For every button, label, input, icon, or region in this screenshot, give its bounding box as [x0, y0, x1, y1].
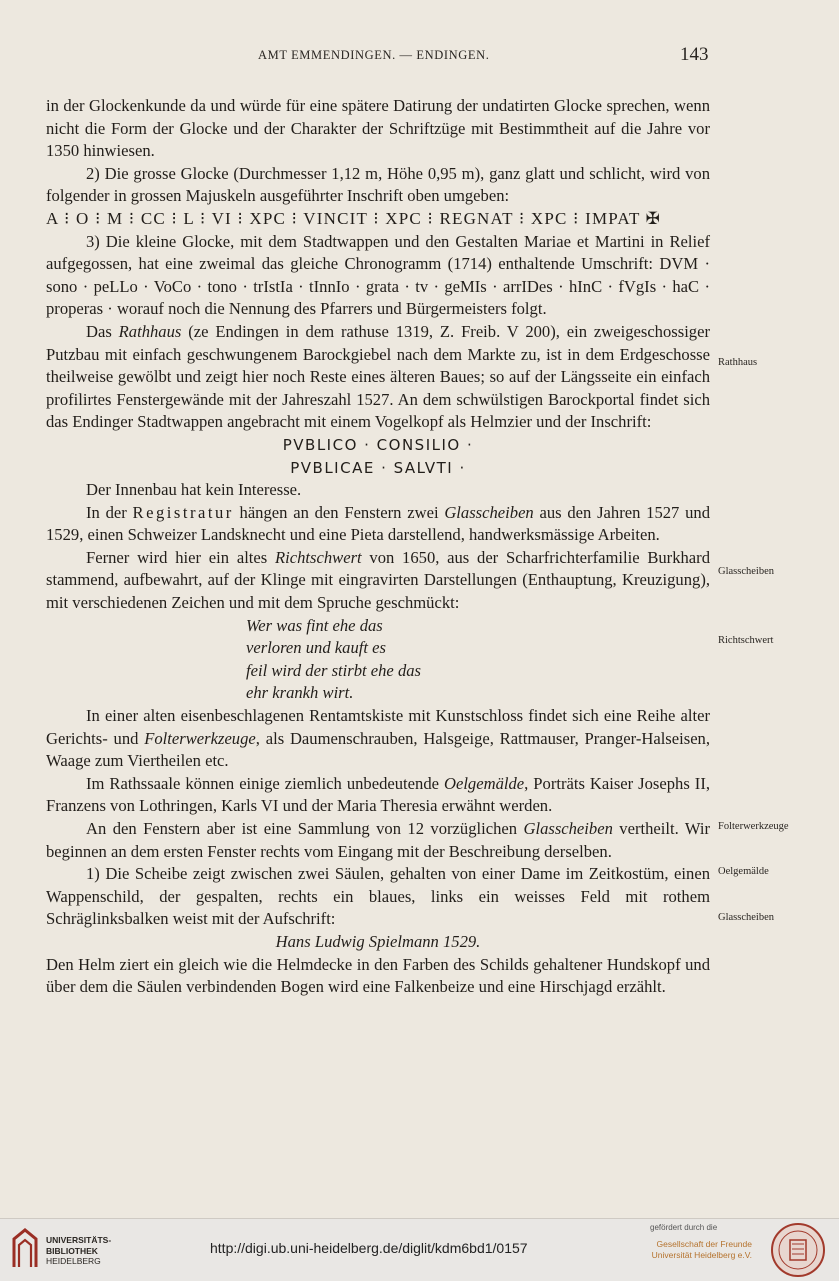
richtschwert-text: von 1650, aus der Scharfrichterfamilie Burkhard stammend, aufbewahrt, auf der Klinge mit eingravirten Darstellungen (Enthauptung, Kreuzigung), mit verschiedenen Zeichen und mit dem Spruche geschmückt:	[46, 547, 710, 613]
page-number: 143	[680, 44, 709, 65]
poem-line-2: verloren und kauft es	[246, 638, 386, 658]
paragraph-3: 3) Die kleine Glocke, mit dem Stadtwappen und den Gestalten Mariae et Martini in Relief aufgegossen, hat eine zweimal das gleiche Chronogramm (1714) enthaltende Umschrift: DVM · sono · peLLo · VoCo · tono · trIstIa · tInnIo · grata · tv · geMIs · arrIDes · hInC · fVgIs · haC · properas · worauf noch die Nennung des Pfarrers und Bürgermeisters folgt.	[46, 231, 710, 319]
rathhaus-lead: Das	[86, 321, 119, 341]
paragraph-glasscheiben	[46, 818, 710, 863]
poem-line-1: Wer was fint ehe das	[246, 615, 383, 635]
margin-note-glasscheiben-2: Glasscheiben	[718, 912, 774, 923]
paragraph-registratur	[46, 502, 710, 547]
paragraph-2: 2) Die grosse Glocke (Durchmesser 1,12 m, Höhe 0,95 m), ganz glatt und schlicht, wird von folgender in grossen Majuskeln ausgeführter Inschrift oben umgeben:	[46, 163, 710, 206]
portal-inscription-line-1: PVBLICO · CONSILIO ·	[282, 435, 474, 454]
oel-lead: Im Rathssaale können einige ziemlich unbedeutende	[86, 773, 444, 793]
permalink-url[interactable]: http://digi.ub.uni-heidelberg.de/diglit/kdm6bd1/0157	[210, 1240, 528, 1256]
glas-text: vertheilt. Wir beginnen an dem ersten Fenster rechts vom Eingang mit der Beschreibung derselben.	[46, 819, 710, 861]
footer-bar	[0, 1218, 839, 1281]
registratur-text-1: hängen an den Fenstern zwei	[233, 502, 445, 522]
library-line-2: BIBLIOTHEK	[46, 1245, 98, 1256]
library-line-1: UNIVERSITÄTS-	[46, 1235, 112, 1245]
paragraph-richtschwert	[46, 547, 710, 615]
richtschwert-term: Richtschwert	[275, 547, 362, 567]
university-seal-icon	[770, 1222, 826, 1278]
paragraph-rathhaus	[46, 321, 710, 434]
paragraph-folterwerkzeuge	[46, 705, 710, 773]
paragraph-innenbau: Der Innenbau hat kein Interesse.	[86, 480, 302, 500]
main-text-column	[46, 95, 710, 999]
richtschwert-lead: Ferner wird hier ein altes	[86, 547, 275, 567]
paragraph-1: in der Glockenkunde da und würde für eine spätere Datirung der undatirten Glocke sprechen, wenn nicht die Form der Glocke und der Charakter der Schriftzüge mit Bestimmtheit auf die Jahre vor 1350 hinwiesen.	[46, 96, 710, 161]
margin-note-folterwerkzeuge: Folterwerkzeuge	[718, 821, 789, 832]
rathhaus-term: Rathhaus	[118, 321, 182, 341]
oel-text: , Porträts Kaiser Josephs II, Franzens von Lothringen, Karls VI und der Maria Theresia erwähnt werden.	[46, 773, 710, 816]
paragraph-helm: Den Helm ziert ein gleich wie die Helmdecke in den Farben des Schilds gehaltener Hundskopf und über dem die Säulen verbindenden Bogen wird eine Falkenbeize und eine Hirschjagd erzählt.	[46, 954, 710, 997]
registratur-lead: In der	[86, 502, 133, 522]
poem-line-3: feil wird der stirbt ehe das	[246, 660, 421, 680]
running-title: AMT EMMENDINGEN. — ENDINGEN.	[258, 48, 490, 62]
margin-note-richtschwert: Richtschwert	[718, 635, 774, 646]
margin-note-rathhaus: Rathhaus	[718, 357, 758, 368]
library-line-3: HEIDELBERG	[46, 1256, 101, 1266]
registratur-text-2: aus den Jahren 1527 und 1529, einen Schweizer Landsknecht und eine Pieta darstellend, handwerksmässige Arbeiten.	[46, 502, 710, 545]
funded-by-label: gefördert durch die	[650, 1223, 718, 1232]
scheibe-inscription: Hans Ludwig Spielmann 1529.	[275, 931, 481, 951]
society-name[interactable]	[640, 1239, 752, 1261]
society-line-1: Gesellschaft der Freunde	[656, 1239, 752, 1249]
paragraph-oelgemaelde	[46, 773, 710, 818]
registratur-term: Registratur	[132, 502, 234, 522]
folterwerkzeuge-term: Folterwerkzeuge	[144, 728, 256, 748]
oelgemaelde-term: Oelgemälde	[443, 773, 525, 793]
rathhaus-text: (ze Endingen in dem rathuse 1319, Z. Freib. V 200), ein zweigeschossiger Putzbau mit einfach geschwungenem Barockgiebel nach dem Markte zu, ist in dem Erdgeschosse theilweise gewölbt und zeigt hier noch Reste eines älteren Baues; so auf der Längsseite ein einfach profilirtes Fenstergewände mit der Jahreszahl 1527. An dem schwülstigen Barockportal findet sich das Endinger Stadtwappen angebracht mit einem Vogelkopf als Helmzier und der Inschrift:	[46, 321, 710, 432]
folter-lead: In einer alten eisenbeschlagenen Rentamtskiste mit Kunstschloss findet sich eine Reihe alter Gerichts- und	[46, 706, 710, 748]
margin-note-oelgemaelde: Oelgemälde	[718, 866, 769, 877]
bell-inscription: A ⁝ O ⁝ M ⁝ CC ⁝ L ⁝ VI ⁝ XPC ⁝ VINCIT ⁝ XPC ⁝ REGNAT ⁝ XPC ⁝ IMPAT ✠	[46, 208, 662, 228]
glasscheiben-term-1: Glasscheiben	[444, 502, 534, 522]
poem-line-4: ehr krankh wirt.	[246, 683, 354, 703]
glas-lead: An den Fenstern aber ist eine Sammlung von 12 vorzüglichen	[86, 819, 524, 838]
portal-inscription-line-2: PVBLICAE · SALVTI ·	[290, 458, 466, 477]
university-library-logo-icon[interactable]	[10, 1227, 40, 1271]
folter-text: , als Daumenschrauben, Halsgeige, Rattmauser, Pranger-Halseisen, Waage zum Viertheilen etc.	[46, 728, 711, 771]
margin-note-glasscheiben-1: Glasscheiben	[718, 566, 774, 577]
paragraph-scheibe-1: 1) Die Scheibe zeigt zwischen zwei Säulen, gehalten von einer Dame im Zeitkostüm, einen Wappenschild, der gespalten, rechts ein blaues, links ein weisses Feld mit rothem Schräglinksbalken weist mit der Aufschrift:	[46, 864, 710, 929]
society-line-2: Universität Heidelberg e.V.	[651, 1250, 752, 1260]
university-library-name[interactable]	[46, 1235, 111, 1267]
glasscheiben-term-2: Glasscheiben	[523, 819, 613, 838]
